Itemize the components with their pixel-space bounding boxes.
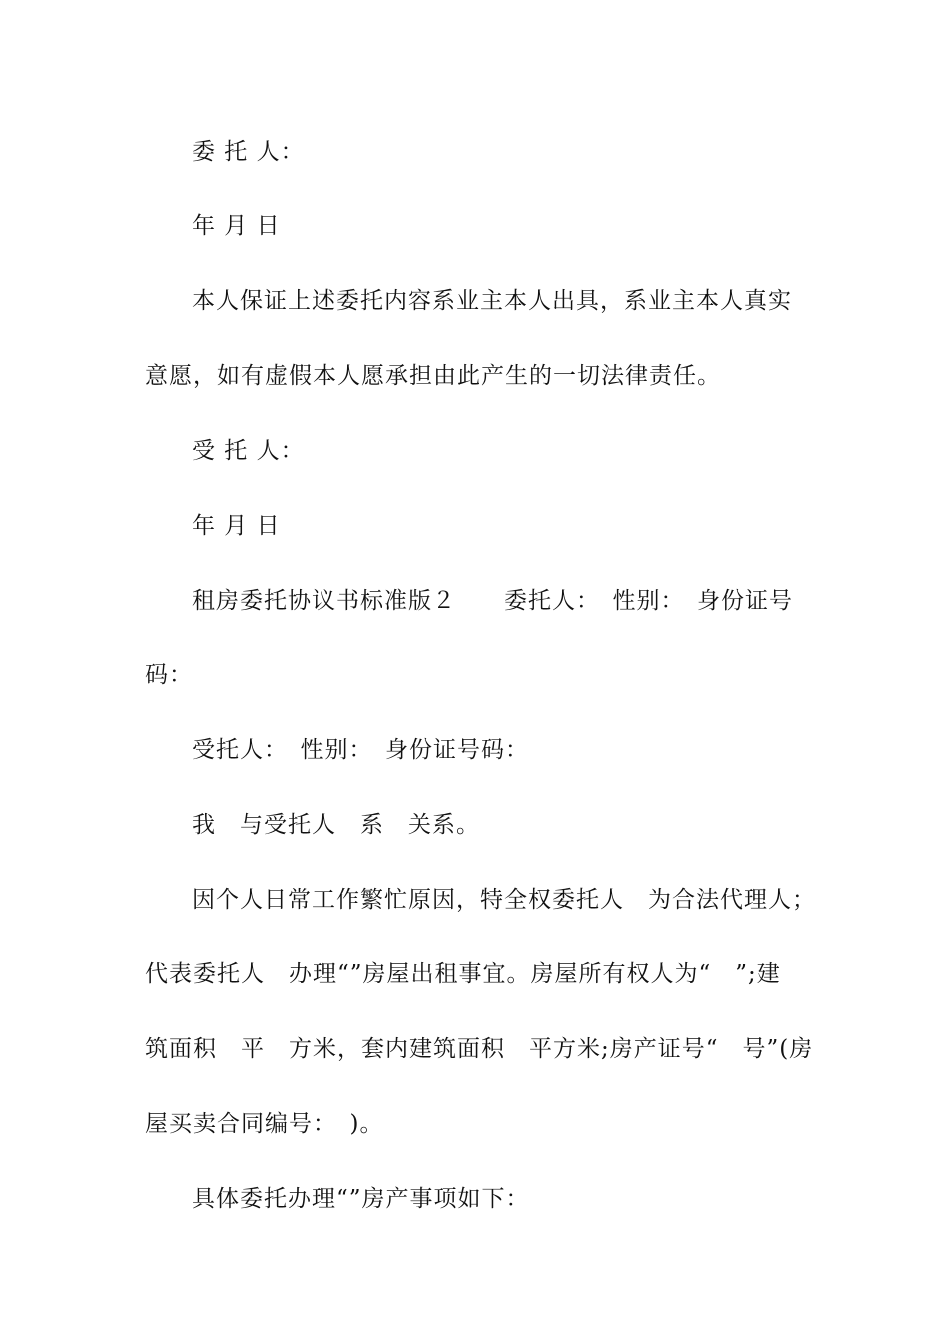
agreement-title-continuation: 码：	[145, 662, 193, 688]
guarantee-paragraph-line-1: 本人保证上述委托内容系业主本人出具，系业主本人真实	[192, 288, 792, 314]
authorization-paragraph-line-1: 因个人日常工作繁忙原因，特全权委托人 为合法代理人；	[192, 887, 816, 913]
authorization-paragraph-line-4: 屋买卖合同编号： )。	[145, 1111, 384, 1137]
agent-signature-line: 受 托 人：	[192, 438, 305, 464]
principal-date-line: 年 月 日	[192, 213, 281, 239]
authorization-paragraph-line-2: 代表委托人 办理“”房屋出租事宜。房屋所有权人为“ ”;建	[145, 961, 781, 987]
principal-signature-line: 委 托 人：	[192, 139, 305, 165]
guarantee-paragraph-line-2: 意愿，如有虚假本人愿承担由此产生的一切法律责任。	[145, 363, 721, 389]
agent-info-line: 受托人： 性别： 身份证号码：	[192, 737, 529, 763]
agent-date-line: 年 月 日	[192, 513, 281, 539]
specific-matters-line: 具体委托办理“”房产事项如下：	[192, 1186, 530, 1212]
agreement-title-line: 租房委托协议书标准版２ 委托人： 性别： 身份证号	[192, 588, 793, 614]
relationship-line: 我 与受托人 系 关系。	[192, 812, 480, 838]
authorization-paragraph-line-3: 筑面积 平 方米，套内建筑面积 平方米;房产证号“ 号”(房	[145, 1036, 814, 1062]
